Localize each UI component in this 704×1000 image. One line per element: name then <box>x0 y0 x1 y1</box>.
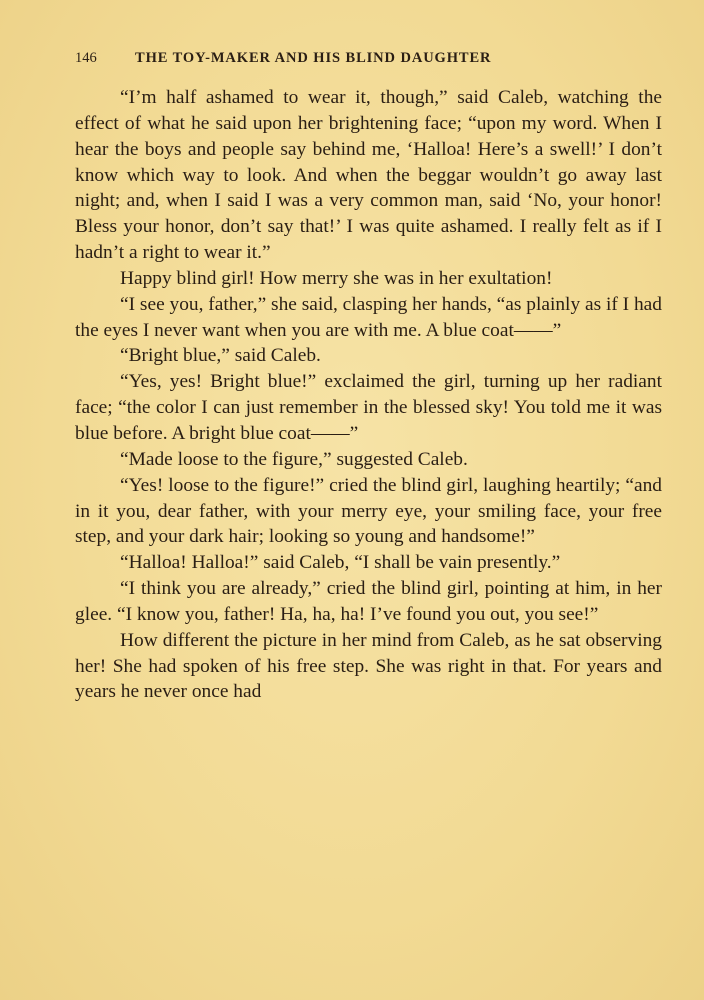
paragraph-9: “I think you are already,” cried the blind girl, pointing at him, in her glee. “I know you, father! Ha, ha, ha! I’ve found you out, you see!” <box>75 578 662 625</box>
running-title: THE TOY-MAKER AND HIS BLIND DAUGHTER <box>135 50 492 66</box>
paragraph-5: “Yes, yes! Bright blue!” exclaimed the girl, turning up her radiant face; “the color I can just remember in the blessed sky! You told me it was blue before. A bright blue coat——” <box>75 371 662 444</box>
paragraph-4: “Bright blue,” said Caleb. <box>120 345 321 367</box>
page-header <box>75 50 605 72</box>
paragraph-6: “Made loose to the figure,” suggested Caleb. <box>120 448 468 470</box>
paragraph-2: Happy blind girl! How merry she was in her exultation! <box>120 267 553 289</box>
paragraph-10: How different the picture in her mind from Caleb, as he sat observing her! She had spoken of his free step. She was right in that. For years and years he never once had <box>75 629 662 703</box>
paragraph-7: “Yes! loose to the figure!” cried the blind girl, laughing heartily; “and in it you, dear father, with your merry eye, your smiling face, your free step, and your dark hair; looking so young and handsome!” <box>75 474 662 548</box>
paragraph-3: “I see you, father,” she said, clasping her hands, “as plainly as if I had the eyes I never want when you are with me. A blue coat——” <box>75 293 662 341</box>
paragraph-8: “Halloa! Halloa!” said Caleb, “I shall be vain presently.” <box>120 552 561 574</box>
page-number: 146 <box>75 50 97 66</box>
body-text <box>75 85 662 705</box>
paragraph-1: “I’m half ashamed to wear it, though,” said Caleb, watching the effect of what he said upon her brightening face; “upon my word. When I hear the boys and people say behind me, ‘Halloa! Here’s a swell!’ I don’t know which way to look. And when the beggar wouldn’t go away last night; and, when I said I was a very common man, said ‘No, your honor! Bless your honor, don’t say that!’ I was quite ashamed. I really felt as if I hadn’t a right to wear it.” <box>75 87 662 264</box>
